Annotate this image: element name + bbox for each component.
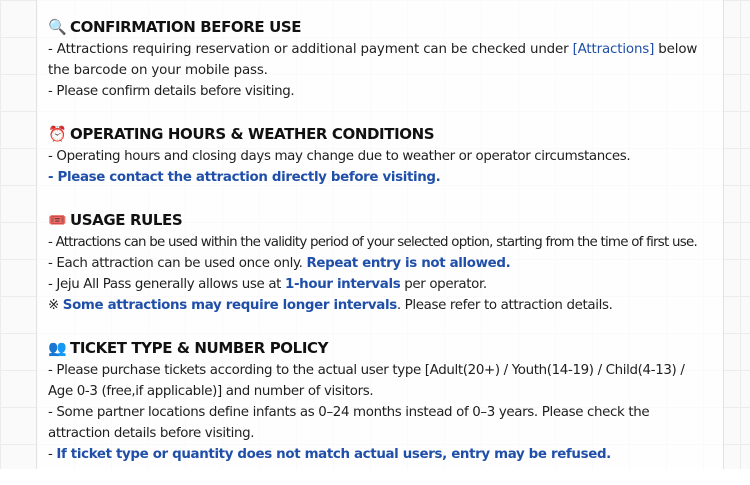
section-title: TICKET TYPE & NUMBER POLICY: [70, 339, 329, 357]
reference-mark: ※: [48, 298, 63, 313]
text-segment: . Please refer to attraction details.: [396, 298, 613, 313]
people-icon: 👥: [48, 339, 67, 357]
section-operating-hours: [48, 122, 713, 188]
text-segment: - Please contact the attraction directly before visiting.: [48, 170, 441, 185]
text-segment: - Some partner locations define infants as 0–24 months instead of 0–3 years. Please check the attraction details before visiting.: [48, 405, 650, 441]
section-heading: [48, 15, 713, 39]
text-segment: -: [48, 447, 57, 462]
section-usage-rules: [48, 208, 713, 316]
text-segment: - Please confirm details before visiting.: [48, 84, 295, 99]
text-line: [48, 39, 713, 81]
section-title: CONFIRMATION BEFORE USE: [70, 18, 302, 36]
text-segment: - Each attraction can be used once only.: [48, 256, 307, 271]
section-title: OPERATING HOURS & WEATHER CONDITIONS: [70, 125, 435, 143]
text-line: [48, 274, 713, 295]
text-segment: per operator.: [400, 277, 487, 292]
alarm-clock-icon: ⏰: [48, 125, 67, 143]
section-title: USAGE RULES: [70, 211, 183, 229]
text-segment: - Attractions requiring reservation or additional payment can be checked under: [48, 42, 573, 57]
text-line: [48, 444, 713, 465]
text-segment: - Please purchase tickets according to the actual user type [Adult(20+) / Youth(14-19) / Child(4-13) / Age 0-3 (free,if applicable)] and number of visitors.: [48, 363, 685, 399]
text-segment: - Operating hours and closing days may change due to weather or operator circumstances.: [48, 149, 631, 164]
attractions-tab-reference: [Attractions]: [572, 42, 655, 57]
text-line: [48, 360, 713, 402]
text-line-highlight: [48, 167, 713, 188]
text-highlight: If ticket type or quantity does not match actual users, entry may be refused.: [56, 447, 611, 462]
section-ticket-type: [48, 336, 713, 465]
ticket-icon: 🎟️: [48, 211, 67, 229]
text-highlight: Repeat entry is not allowed.: [306, 256, 511, 271]
text-line: [48, 253, 713, 274]
text-line: [48, 146, 713, 167]
text-segment: below the barcode on your mobile pass.: [48, 42, 698, 78]
section-heading: [48, 336, 713, 360]
section-heading: [48, 208, 713, 232]
text-line: [48, 295, 713, 316]
text-segment: - Jeju All Pass generally allows use at: [48, 277, 285, 292]
text-segment: - Attractions can be used within the validity period of your selected option, starting from the time of first use.: [48, 235, 697, 250]
notice-content: [48, 15, 713, 485]
magnifier-icon: 🔍: [48, 18, 67, 36]
text-highlight: 1-hour intervals: [284, 277, 401, 292]
text-line: [48, 81, 713, 102]
text-line: [48, 402, 713, 444]
text-highlight: Some attractions may require longer intervals: [62, 298, 397, 313]
section-confirmation: [48, 15, 713, 102]
text-line: [48, 232, 713, 253]
section-heading: [48, 122, 713, 146]
